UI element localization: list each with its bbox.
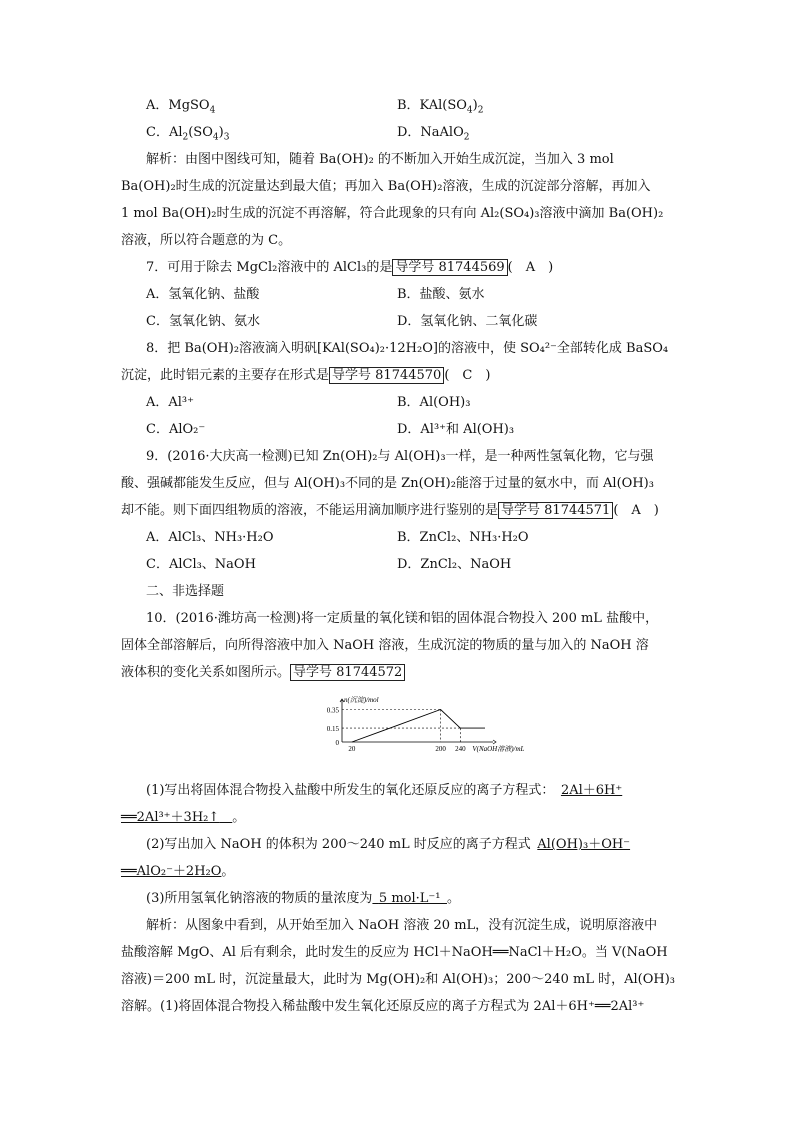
q10-stem: 液体积的变化关系如图所示。 导学号 81744572 — [121, 664, 405, 682]
q9-option-a: A．AlCl₃、NH₃·H₂O — [146, 530, 274, 545]
q8-stem: 沉淀，此时铝元素的主要存在形式是 导学号 81744570 ( C ) — [121, 368, 491, 383]
q8-code-box: 导学号 81744570 — [329, 367, 444, 384]
q8-option-d: D．Al³⁺和 Al(OH)₃ — [397, 422, 515, 437]
q10-part1-answer: ══2Al³⁺＋3H₂↑ — [121, 810, 220, 825]
q10-part2-answer: Al(OH)₃＋OH⁻ — [537, 837, 631, 852]
q7-option-b: B．盐酸、氨水 — [397, 287, 485, 302]
q7-stem: 7．可用于除去 MgCl₂溶液中的 AlCl₃的是 导学号 81744569 ( A ) — [146, 260, 554, 275]
q10-part2-answer: ══AlO₂⁻＋2H₂O — [121, 864, 222, 879]
x-axis-arrow — [493, 740, 496, 744]
q9-stem: 酸、强碱都能发生反应，但与 Al(OH)₃不同的是 Zn(OH)₂能溶于过量的氨水中，而 Al(OH)₃ — [121, 476, 654, 491]
q10-solution-line: 溶液)＝200 mL 时，沉淀量最大，此时为 Mg(OH)₂和 Al(OH)₃；200～240 mL 时，Al(OH)₃ — [121, 972, 675, 987]
q6-solution-line: 1 mol Ba(OH)₂时生成的沉淀不再溶解，符合此现象的只有向 Al₂(SO₄)₃溶液中滴加 Ba(OH)₂ — [121, 206, 664, 221]
q6-solution-line: 解析：由图中图线可知，随着 Ba(OH)₂ 的不断加入开始生成沉淀，当加入 3 mol — [146, 152, 614, 167]
x-tick-label: 240 — [455, 745, 466, 753]
q9-option-b: B．ZnCl₂、NH₃·H₂O — [397, 530, 529, 545]
y-tick-label: 0.35 — [326, 706, 339, 715]
q8-option-a: A．Al³⁺ — [146, 395, 195, 410]
q10-code-box: 导学号 81744572 — [290, 664, 405, 681]
section-heading: 二、非选择题 — [146, 584, 225, 599]
q10-part1-cont: ══2Al³⁺＋3H₂↑ 。 — [121, 810, 246, 825]
q10-part1: (1)写出将固体混合物投入盐酸中所发生的氧化还原反应的离子方程式： 2Al＋6H⁺ — [146, 783, 623, 798]
q9-stem: 9．(2016·大庆高一检测)已知 Zn(OH)₂与 Al(OH)₃一样，是一种两性氢氧化物，它与强 — [146, 449, 654, 464]
q10-solution-line: 溶解。(1)将固体混合物投入稀盐酸中发生氧化还原反应的离子方程式为 2Al＋6H⁺══2Al³⁺ — [121, 999, 645, 1014]
q7-code-box: 导学号 81744569 — [392, 259, 507, 276]
q9-option-d: D．ZnCl₂、NaOH — [397, 557, 512, 572]
q10-stem: 固体全部溶解后，向所得溶液中加入 NaOH 溶液，生成沉淀的物质的量与加入的 NaOH 溶 — [121, 638, 649, 653]
q8-stem: 8．把 Ba(OH)₂溶液滴入明矾[KAl(SO₄)₂·12H₂O]的溶液中，使 SO₄²⁻全部转化成 BaSO₄ — [146, 341, 669, 356]
precipitate-chart — [310, 696, 525, 767]
q8-option-c: C．AlO₂⁻ — [146, 422, 206, 437]
q7-option-d: D．氢氧化钠、二氧化碳 — [397, 314, 538, 329]
q7-option-a: A．氢氧化钠、盐酸 — [146, 287, 260, 302]
q6-option-a: A．MgSO$_4$ — [146, 98, 216, 116]
q6-option-c: C．$Al_2(SO_4)_3$ — [146, 125, 230, 143]
q10-solution-line: 解析：从图象中看到，从开始至加入 NaOH 溶液 20 mL，没有沉淀生成，说明原溶液中 — [146, 918, 658, 933]
x-tick-label: 200 — [435, 745, 446, 753]
q10-part3: (3)所用氢氧化钠溶液的物质的量浓度为 5 mol·L⁻¹ 。 — [146, 891, 460, 906]
q7-option-c: C．氢氧化钠、氨水 — [146, 314, 260, 329]
q8-option-b: B．Al(OH)₃ — [397, 395, 471, 410]
q10-part3-answer: 5 mol·L⁻¹ — [378, 891, 441, 906]
x-tick-label: 20 — [348, 745, 356, 753]
series-line — [352, 710, 485, 743]
q9-option-c: C．AlCl₃、NaOH — [146, 557, 256, 572]
q10-stem: 10．(2016·潍坊高一检测)将一定质量的氧化镁和铝的固体混合物投入 200 mL 盐酸中， — [146, 611, 659, 626]
q6-option-d: D．NaAlO$_2$ — [397, 125, 470, 143]
q10-solution-line: 盐酸溶解 MgO、Al 后有剩余，此时发生的反应为 HCl＋NaOH══NaCl＋H₂O。当 V(NaOH — [121, 945, 668, 960]
y-axis-label: n(沉淀)/mol — [344, 696, 379, 704]
y-tick-label: 0 — [335, 739, 339, 747]
q10-part2: (2)写出加入 NaOH 的体积为 200～240 mL 时反应的离子方程式 Al(OH)₃＋OH⁻ — [146, 837, 631, 852]
q10-part2-cont: ══AlO₂⁻＋2H₂O。 — [121, 864, 235, 879]
x-axis-label: V(NaOH溶液)/mL — [472, 745, 525, 753]
q9-stem: 却不能。则下面四组物质的溶液，不能运用滴加顺序进行鉴别的是 导学号 81744571 ( A ) — [121, 503, 659, 518]
q6-solution-line: Ba(OH)₂时生成的沉淀量达到最大值；再加入 Ba(OH)₂溶液，生成的沉淀部分溶解，再加入 — [121, 179, 651, 194]
q6-option-b: B．$KAl(SO_4)_2$ — [397, 98, 484, 116]
q9-code-box: 导学号 81744571 — [498, 502, 613, 519]
q10-part1-answer: 2Al＋6H⁺ — [560, 783, 623, 798]
q6-solution-line: 溶液，所以符合题意的为 C。 — [121, 233, 292, 248]
y-tick-label: 0.15 — [326, 725, 339, 734]
